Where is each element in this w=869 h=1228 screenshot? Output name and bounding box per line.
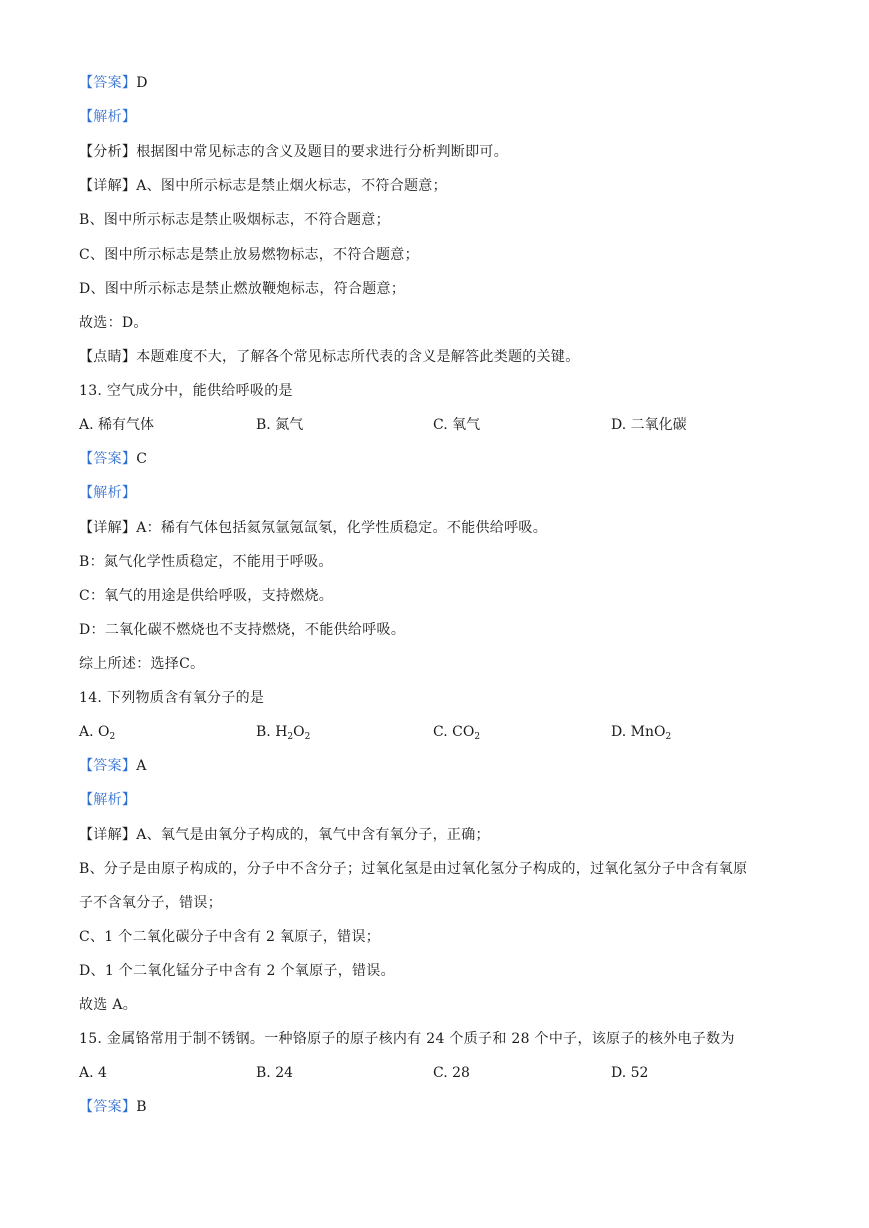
answer-value: A [136, 758, 147, 774]
options-row [79, 722, 839, 742]
analysis-tag: 【解析】 [79, 792, 137, 808]
detail-tag: 【详解】 [79, 827, 137, 843]
fenxi-tag: 【分析】 [79, 144, 137, 160]
option-b: B. $H_2O_2$ [256, 724, 311, 742]
answer-value: D [136, 75, 148, 91]
detail-line: D、图中所示标志是禁止燃放鞭炮标志，符合题意； [79, 281, 406, 297]
answer-value: C [136, 451, 148, 467]
answer-tag: 【答案】 [79, 1099, 137, 1115]
detail-line: B、分子是由原子构成的，分子中不含分子；过氧化氢是由过氧化氢分子构成的，过氧化氢分子中含有氧原 [79, 861, 748, 877]
conclusion-line: 故选 A。 [79, 997, 138, 1013]
answer-line [79, 449, 147, 469]
analysis-tag-line [79, 483, 136, 503]
option-d: D. 52 [611, 1065, 649, 1081]
conclusion-line: 故选：D。 [79, 315, 148, 331]
option-a: A. $O_2$ [79, 724, 116, 742]
detail-line: 子不含氧分子，错误； [79, 895, 222, 911]
option-b: B. 24 [256, 1065, 294, 1081]
dianjing-text: 本题难度不大，了解各个常见标志所代表的含义是解答此类题的关键。 [136, 349, 580, 365]
detail-line [79, 825, 490, 845]
fenxi-text: 根据图中常见标志的含义及题目的要求进行分析判断即可。 [136, 144, 509, 160]
detail-line: C、1 个二氧化碳分子中含有 2 氧原子，错误； [79, 929, 381, 945]
detail-line: D、1 个二氧化锰分子中含有 2 个氧原子，错误。 [79, 963, 395, 979]
answer-value: B [136, 1099, 147, 1115]
analysis-tag-line [79, 790, 136, 810]
detail-line: D：二氧化碳不燃烧也不支持燃烧，不能供给呼吸。 [79, 622, 406, 638]
option-a: A. 4 [79, 1065, 107, 1081]
analysis-tag: 【解析】 [79, 485, 137, 501]
detail-line: C、图中所示标志是禁止放易燃物标志，不符合题意； [79, 247, 419, 263]
answer-tag: 【答案】 [79, 451, 137, 467]
conclusion-line: 综上所述：选择C。 [79, 656, 205, 672]
answer-line [79, 756, 147, 776]
detail-tag: 【详解】 [79, 520, 137, 536]
detail-line: B：氮气化学性质稳定，不能用于呼吸。 [79, 554, 333, 570]
answer-line [79, 1097, 147, 1117]
analysis-tag-line [79, 107, 136, 127]
analysis-tag: 【解析】 [79, 109, 137, 125]
detail-line [79, 518, 547, 538]
option-c: C. 28 [433, 1065, 470, 1081]
answer-line [79, 73, 148, 93]
options-row [79, 415, 839, 435]
question-15: 15. 金属铬常用于制不锈钢。一种铬原子的原子核内有 24 个质子和 28 个中子，该原子的核外电子数为 [79, 1031, 735, 1047]
dianjing-line [79, 347, 580, 367]
question-13: 13. 空气成分中，能供给呼吸的是 [79, 383, 293, 399]
option-b: B. 氮气 [256, 417, 304, 433]
detail-text: A：稀有气体包括氦氖氩氪氙氡，化学性质稳定。不能供给呼吸。 [136, 520, 548, 536]
answer-tag: 【答案】 [79, 75, 137, 91]
fenxi-line [79, 142, 508, 162]
detail-tag: 【详解】 [79, 178, 137, 194]
option-a: A. 稀有气体 [79, 417, 155, 433]
detail-line: C：氧气的用途是供给呼吸，支持燃烧。 [79, 588, 334, 604]
dianjing-tag: 【点睛】 [79, 349, 137, 365]
options-row [79, 1063, 839, 1083]
detail-line: B、图中所示标志是禁止吸烟标志，不符合题意； [79, 212, 390, 228]
option-d: D. 二氧化碳 [611, 417, 687, 433]
detail-text: A、氧气是由氧分子构成的，氧气中含有氧分子，正确； [136, 827, 490, 843]
detail-text: A、图中所示标志是禁止烟火标志，不符合题意； [136, 178, 447, 194]
detail-line [79, 176, 447, 196]
answer-tag: 【答案】 [79, 758, 137, 774]
option-c: C. 氧气 [433, 417, 481, 433]
option-d: D. MnO$_2$ [611, 724, 672, 742]
option-c: C. $CO_2$ [433, 724, 481, 742]
question-14: 14. 下列物质含有氧分子的是 [79, 690, 265, 706]
